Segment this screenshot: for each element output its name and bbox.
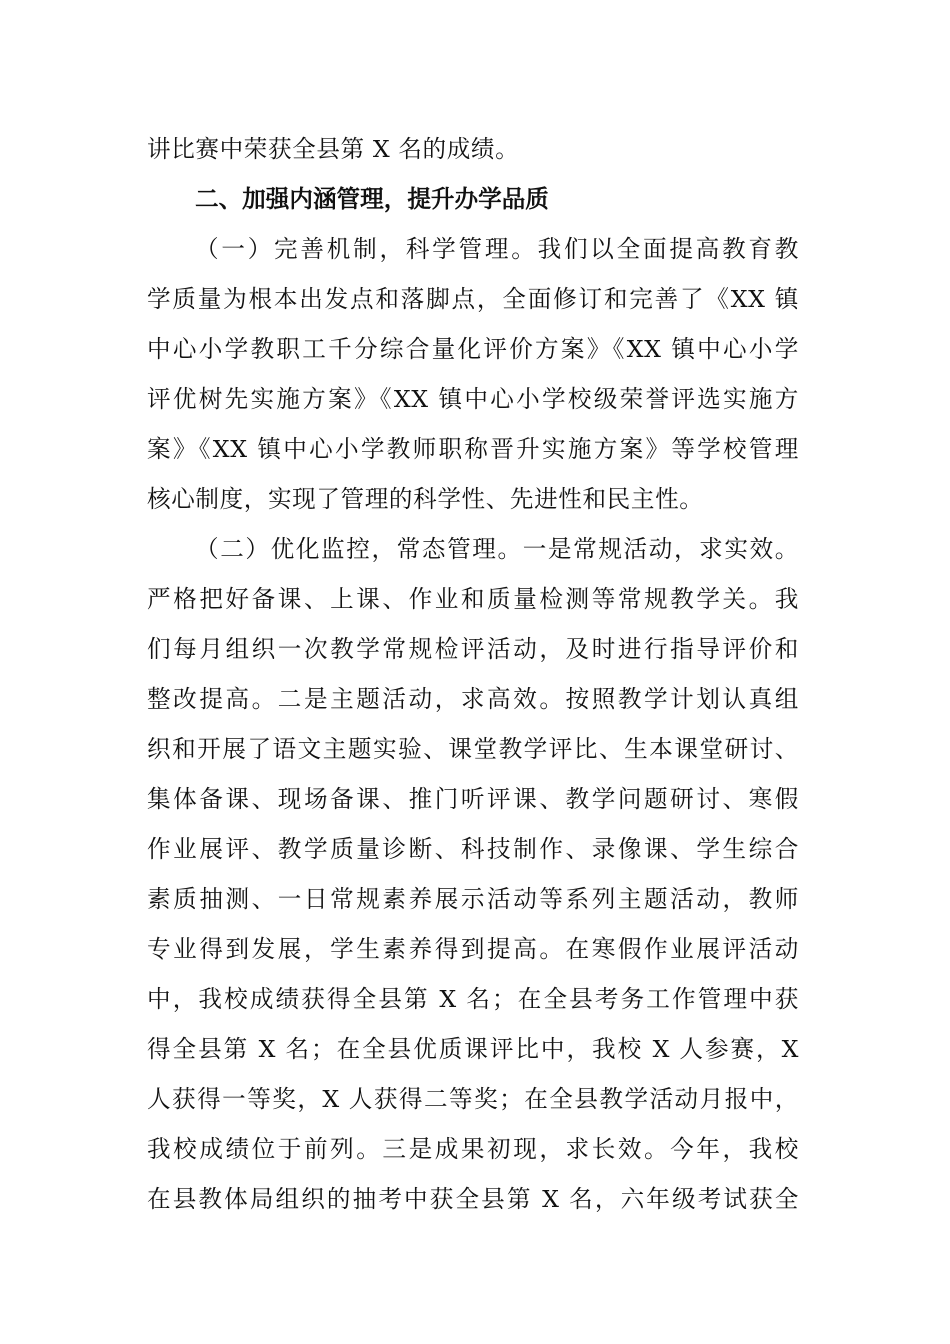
paragraph-line: 织和开展了语文主题实验、课堂教学评比、生本课堂研讨、	[147, 735, 799, 763]
paragraph-mechanism	[147, 224, 799, 524]
paragraph-line: 人获得一等奖，X 人获得二等奖；在全县教学活动月报中，	[147, 1085, 799, 1113]
document-page	[147, 124, 799, 1224]
section-heading: 二、加强内涵管理，提升办学品质	[195, 185, 549, 213]
paragraph-line: 作业展评、教学质量诊断、科技制作、录像课、学生综合	[147, 835, 799, 863]
paragraph-line: 严格把好备课、上课、作业和质量检测等常规教学关。我	[147, 585, 799, 613]
paragraph-line: 得全县第 X 名；在全县优质课评比中，我校 X 人参赛，X	[147, 1035, 799, 1063]
paragraph-line: 评优树先实施方案》《XX 镇中心小学校级荣誉评选实施方	[147, 385, 799, 413]
paragraph-line: 在县教体局组织的抽考中获全县第 X 名，六年级考试获全	[147, 1185, 799, 1213]
paragraph-line: 学质量为根本出发点和落脚点，全面修订和完善了《XX 镇	[147, 285, 799, 313]
continuation-line: 讲比赛中荣获全县第 X 名的成绩。	[147, 135, 520, 163]
paragraph-line: （一）完善机制，科学管理。我们以全面提高教育教	[195, 235, 799, 263]
paragraph-line: 中，我校成绩获得全县第 X 名；在全县考务工作管理中获	[147, 985, 799, 1013]
paragraph-monitoring	[147, 524, 799, 1224]
paragraph-line: 中心小学教职工千分综合量化评价方案》《XX 镇中心小学	[147, 335, 799, 363]
paragraph-line: 案》《XX 镇中心小学教师职称晋升实施方案》等学校管理	[147, 435, 799, 463]
paragraph-line: 整改提高。二是主题活动，求高效。按照教学计划认真组	[147, 685, 799, 713]
paragraph-line: 们每月组织一次教学常规检评活动，及时进行指导评价和	[147, 635, 799, 663]
paragraph-line: 集体备课、现场备课、推门听评课、教学问题研讨、寒假	[147, 785, 799, 813]
paragraph-line: （二）优化监控，常态管理。一是常规活动，求实效。	[195, 535, 799, 563]
paragraph-line: 核心制度，实现了管理的科学性、先进性和民主性。	[147, 485, 704, 513]
paragraph-line: 我校成绩位于前列。三是成果初现，求长效。今年，我校	[147, 1135, 799, 1163]
paragraph-line: 专业得到发展，学生素养得到提高。在寒假作业展评活动	[147, 935, 799, 963]
paragraph-line: 素质抽测、一日常规素养展示活动等系列主题活动，教师	[147, 885, 799, 913]
